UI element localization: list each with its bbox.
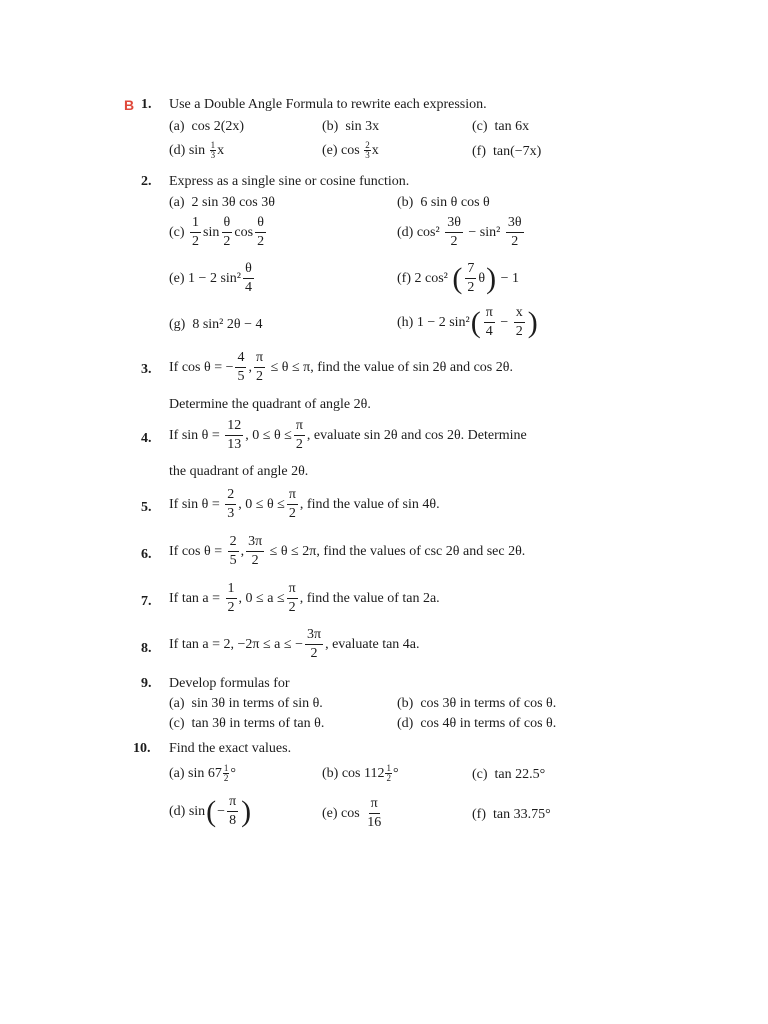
- part-expression: tan 3θ in terms of tan θ.: [191, 716, 325, 731]
- problem-2-part-b: [397, 194, 490, 212]
- section-marker: B: [124, 97, 135, 113]
- part-label: (a): [169, 195, 185, 210]
- part-label: (c): [169, 224, 185, 240]
- problem-9-part-b: [397, 695, 556, 713]
- part-expression: tan 22.5°: [494, 767, 546, 782]
- degree-symbol: °: [392, 765, 399, 781]
- degree-symbol: °: [230, 765, 236, 781]
- part-label: (c): [169, 716, 185, 731]
- fraction: $\frac{4}{5}$: [237, 350, 245, 384]
- variable: θ: [478, 270, 486, 286]
- problem-1-part-b: [322, 118, 379, 136]
- problem-2-part-g: [169, 316, 262, 334]
- fraction: $\frac{3\pi}{2}$: [306, 627, 322, 661]
- part-expression: sin 3x: [345, 119, 380, 134]
- part-label: (b): [322, 765, 339, 781]
- problem-4-number: 4.: [141, 431, 152, 446]
- problem-10-part-f: [472, 806, 551, 824]
- fraction: $\frac{\pi}{2}$: [295, 418, 303, 452]
- right-paren: ): [527, 305, 538, 339]
- part-label: (h): [397, 314, 414, 330]
- fraction: $\frac{7}{2}$: [467, 261, 475, 295]
- function-name: cos: [341, 805, 360, 821]
- part-expression: tan(−7x): [493, 144, 542, 159]
- problem-10-part-c: [472, 766, 545, 784]
- part-label: (d): [169, 803, 186, 819]
- problem-1-part-d: [169, 141, 224, 160]
- part-expression-prefix: cos 112: [341, 765, 385, 781]
- problem-9-part-d: [397, 715, 556, 733]
- problem-1-part-e: [322, 141, 379, 160]
- problem-5-number: 5.: [141, 500, 152, 515]
- problem-2-part-d: [397, 216, 526, 249]
- problem-3-statement: If cos θ = − $\frac{4}{5}$ , $\frac{\pi}{2}$ ≤ θ ≤ π, find the value of sin 2θ and cos 2θ.: [169, 350, 513, 384]
- function-name: cos²: [416, 224, 440, 240]
- problem-8-number: 8.: [141, 641, 152, 656]
- fraction: $\frac{\pi}{2}$: [288, 487, 296, 521]
- function-name: 1 − 2 sin²: [416, 314, 470, 330]
- problem-2-part-a: [169, 194, 275, 212]
- right-paren: ): [241, 794, 252, 828]
- fraction: $\frac{2}{5}$: [229, 534, 237, 568]
- part-label: (b): [322, 119, 339, 134]
- problem-10-part-d: [169, 795, 252, 828]
- problem-9-part-a: [169, 695, 323, 713]
- part-label: (g): [169, 317, 186, 332]
- part-expression: sin 3θ in terms of sin θ.: [191, 696, 323, 711]
- part-expression-suffix: x: [371, 142, 379, 158]
- part-label: (e): [322, 805, 338, 821]
- problem-10-part-b: [322, 764, 399, 783]
- function-name: 1 − 2 sin²: [188, 270, 241, 286]
- problem-5-statement: If sin θ = $\frac{2}{3}$ , 0 ≤ θ ≤ $\frac{\pi}{2}$ , find the value of sin 4θ.: [169, 487, 440, 521]
- problem-9-text: Develop formulas for: [169, 676, 290, 691]
- function-name: − sin²: [468, 224, 501, 240]
- problem-7-statement: If tan a = $\frac{1}{2}$ , 0 ≤ a ≤ $\frac{\pi}{2}$ , find the value of tan 2a.: [169, 581, 440, 615]
- constant-term: − 1: [500, 270, 519, 286]
- problem-2-part-f: [397, 262, 519, 295]
- problem-2-text: Express as a single sine or cosine function.: [169, 174, 410, 189]
- part-label: (f): [397, 270, 411, 286]
- part-expression-prefix: sin: [188, 142, 206, 158]
- part-label: (c): [472, 119, 488, 134]
- problem-2-part-e: [169, 262, 256, 295]
- problem-3-number: 3.: [141, 362, 152, 377]
- problem-9-number: 9.: [141, 676, 152, 691]
- part-label: (a): [169, 765, 185, 781]
- small-fraction: 1 2: [223, 763, 229, 783]
- part-label: (d): [397, 716, 414, 731]
- problem-1-text: Use a Double Angle Formula to rewrite each expression.: [169, 97, 487, 112]
- problem-4-statement: If sin θ = $\frac{12}{13}$ , 0 ≤ θ ≤ $\frac{\pi}{2}$ , evaluate sin 2θ and cos 2θ. Determine: [169, 418, 527, 452]
- problem-6-number: 6.: [141, 547, 152, 562]
- problem-4-line2: the quadrant of angle 2θ.: [169, 464, 309, 479]
- fraction: $\frac{1}{2}$: [227, 581, 235, 615]
- function-name: sin: [203, 224, 220, 240]
- part-expression: cos 4θ in terms of cos θ.: [420, 716, 557, 731]
- part-expression: cos 3θ in terms of cos θ.: [420, 696, 557, 711]
- fraction: $\frac{\pi}{2}$: [255, 350, 264, 384]
- left-paren: (: [206, 794, 217, 828]
- problem-7-number: 7.: [141, 594, 152, 609]
- left-paren: (: [452, 261, 463, 295]
- problem-10-text: Find the exact values.: [169, 741, 292, 756]
- fraction: $\frac{\theta}{2}$: [223, 215, 231, 249]
- problem-1-part-c: [472, 118, 529, 136]
- fraction: $\frac{\pi}{2}$: [288, 581, 296, 615]
- problem-9-part-c: [169, 715, 324, 733]
- part-expression-prefix: cos: [341, 142, 360, 158]
- function-name: sin: [188, 803, 206, 819]
- problem-10-part-a: [169, 764, 236, 783]
- right-paren: ): [486, 261, 497, 295]
- problem-2-part-h: [397, 306, 539, 339]
- part-label: (a): [169, 119, 185, 134]
- fraction: $\frac{\pi}{16}$: [367, 796, 382, 830]
- problem-2-number: 2.: [141, 174, 152, 189]
- fraction: $\frac{\theta}{2}$: [257, 215, 265, 249]
- part-expression: 2 sin 3θ cos 3θ: [191, 195, 275, 210]
- small-fraction: 1 3: [210, 140, 216, 160]
- operator: −: [500, 314, 509, 330]
- part-label: (e): [169, 270, 185, 286]
- part-expression: cos 2(2x): [191, 119, 245, 134]
- fraction: $\frac{\pi}{4}$: [485, 305, 493, 339]
- problem-10-part-e: [322, 797, 385, 830]
- fraction: $\frac{3\theta}{2}$: [507, 215, 522, 249]
- part-expression: tan 33.75°: [493, 807, 551, 822]
- small-fraction: 2 3: [365, 140, 370, 160]
- fraction: $\frac{\theta}{4}$: [244, 261, 252, 295]
- fraction: $\frac{3\pi}{2}$: [248, 534, 263, 568]
- part-label: (d): [169, 142, 186, 158]
- left-paren: (: [470, 305, 481, 339]
- fraction: $\frac{12}{13}$: [227, 418, 242, 452]
- fraction: $\frac{\pi}{8}$: [229, 794, 237, 828]
- part-expression-prefix: sin 67: [188, 765, 222, 781]
- function-name: 2 cos²: [414, 270, 448, 286]
- fraction: $\frac{3\theta}{2}$: [447, 215, 461, 249]
- part-expression: 6 sin θ cos θ: [420, 195, 490, 210]
- part-label: (a): [169, 696, 185, 711]
- fraction: $\frac{1}{2}$: [192, 215, 200, 249]
- part-expression: 8 sin² 2θ − 4: [192, 317, 263, 332]
- operator: −: [217, 803, 226, 819]
- fraction: $\frac{x}{2}$: [515, 305, 523, 339]
- function-name: cos: [234, 224, 254, 240]
- part-label: (b): [397, 195, 414, 210]
- small-fraction: 1 2: [386, 763, 391, 783]
- part-expression-suffix: x: [217, 142, 225, 158]
- part-label: (d): [397, 224, 414, 240]
- part-label: (e): [322, 142, 338, 158]
- part-label: (b): [397, 696, 414, 711]
- problem-1-number: 1.: [141, 97, 152, 112]
- problem-3-line2: Determine the quadrant of angle 2θ.: [169, 397, 371, 412]
- fraction: $\frac{2}{3}$: [227, 487, 235, 521]
- part-label: (f): [472, 807, 486, 822]
- part-expression: tan 6x: [494, 119, 530, 134]
- problem-2-part-c: [169, 216, 268, 249]
- part-label: (c): [472, 767, 488, 782]
- problem-6-statement: If cos θ = $\frac{2}{5}$ , $\frac{3\pi}{2}$ ≤ θ ≤ 2π, find the values of csc 2θ and sec 2θ.: [169, 534, 526, 568]
- problem-1-part-a: [169, 118, 244, 136]
- problem-1-part-f: [472, 143, 541, 161]
- problem-10-number: 10.: [133, 741, 151, 756]
- part-label: (f): [472, 144, 486, 159]
- problem-8-statement: If tan a = 2, −2π ≤ a ≤ − $\frac{3\pi}{2}$ , evaluate tan 4a.: [169, 627, 420, 661]
